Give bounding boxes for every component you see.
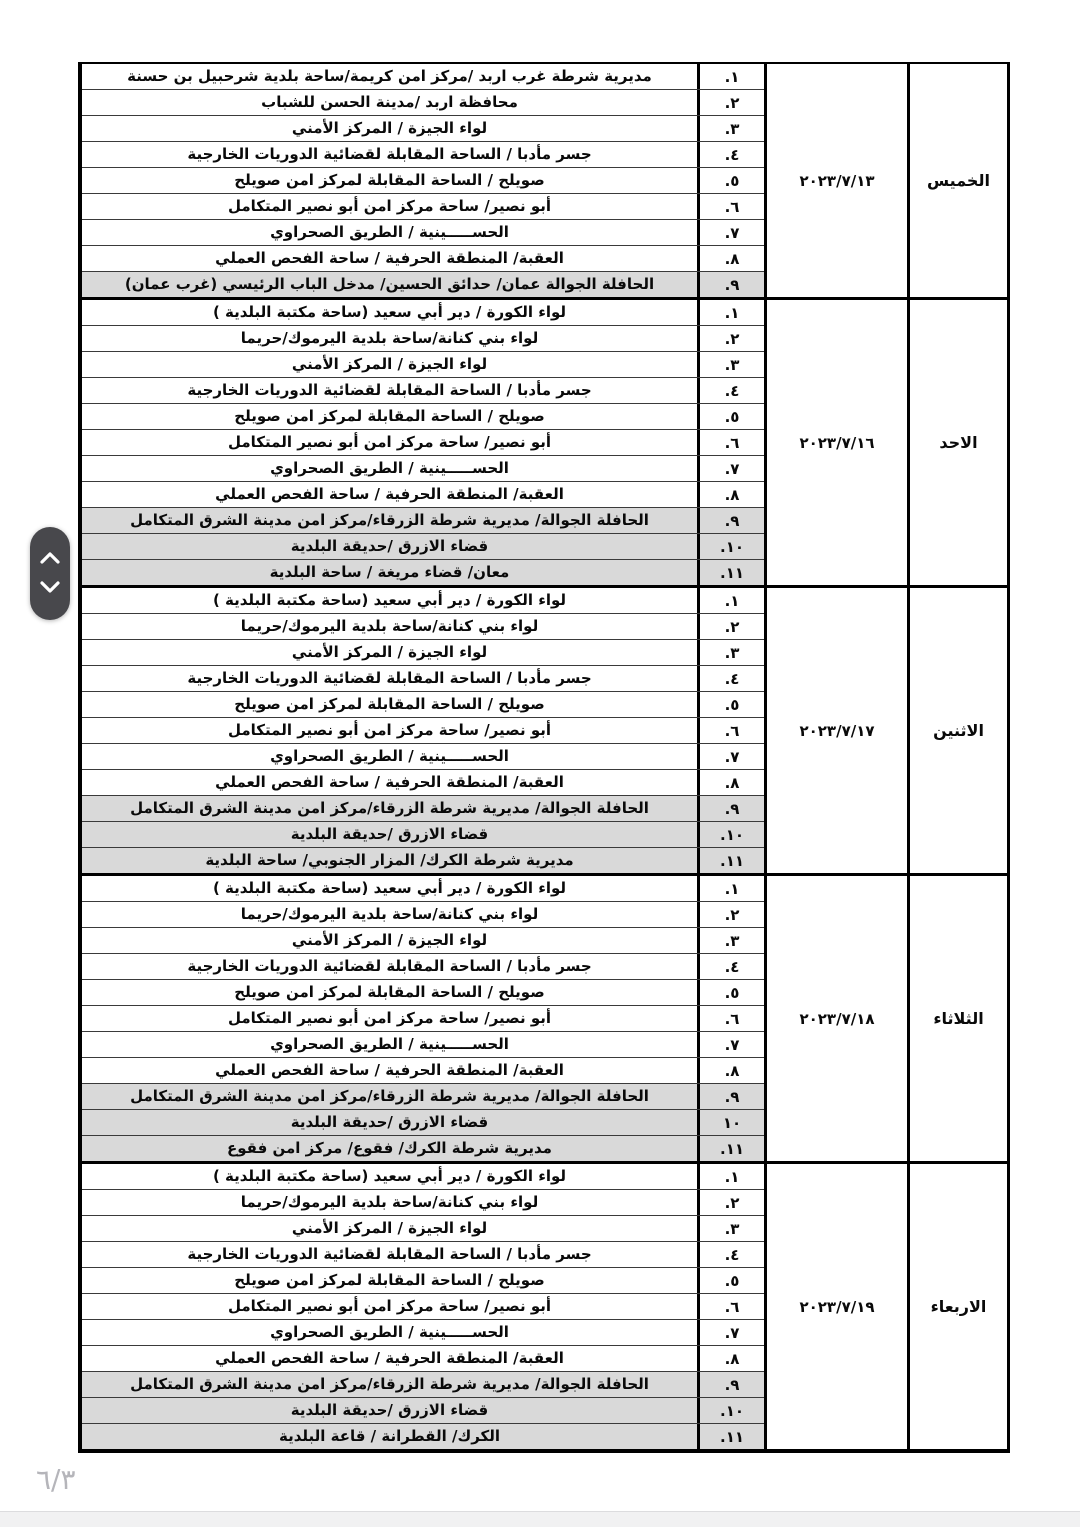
location-cell: الحافلة الجوالة/ مديرية شرطة الزرقاء/مركز امن مدينة الشرق المتكامل <box>130 799 649 818</box>
location-cell: جسر مأدبا / الساحة المقابلة لقضائية الدوريات الخارجية <box>187 669 592 688</box>
row-number: ٣. <box>697 1216 764 1241</box>
row-number: ٦. <box>697 1294 764 1319</box>
location-cell: العقبة/ المنطقة الحرفية / ساحة الفحص العملي <box>215 485 564 504</box>
location-cell: لواء الكورة / دير أبي سعيد (ساحة مكتبة البلدية ) <box>212 879 567 898</box>
table-row <box>82 1319 764 1345</box>
row-number: ١. <box>697 588 764 613</box>
chevron-down-icon <box>40 581 60 596</box>
scroll-navigator <box>30 527 70 620</box>
page-number-indicator: ٦/٣ <box>36 1463 76 1496</box>
table-row <box>82 403 764 429</box>
location-cell: جسر مأدبا / الساحة المقابلة لقضائية الدوريات الخارجية <box>187 381 592 400</box>
location-cell: لواء الكورة / دير أبي سعيد (ساحة مكتبة البلدية ) <box>212 303 567 322</box>
table-row <box>82 533 764 559</box>
location-cell: الحافلة الجوالة/ مديرية شرطة الزرقاء/مركز امن مدينة الشرق المتكامل <box>130 1087 649 1106</box>
location-cell: لواء الكورة / دير أبي سعيد (ساحة مكتبة البلدية ) <box>212 1167 567 1186</box>
location-cell: جسر مأدبا / الساحة المقابلة لقضائية الدوريات الخارجية <box>187 1245 592 1264</box>
location-cell: لواء الجيزة / المركز الأمني <box>291 1219 488 1238</box>
date-value: ٢٠٢٣/٧/١٣ <box>799 171 875 190</box>
row-number: ٢. <box>697 1190 764 1215</box>
table-row <box>82 245 764 271</box>
row-number: ٥. <box>697 692 764 717</box>
location-cell: الحافلة الجوالة/ مديرية شرطة الزرقاء/مركز امن مدينة الشرق المتكامل <box>130 511 649 530</box>
date-value: ٢٠٢٣/٧/١٩ <box>799 1297 875 1316</box>
row-number: ٧. <box>697 1320 764 1345</box>
table-row <box>82 743 764 769</box>
row-number: ٤. <box>697 1242 764 1267</box>
day-cell <box>907 64 1007 297</box>
locations-column <box>82 64 764 297</box>
row-number: ٣. <box>697 352 764 377</box>
table-row <box>82 1267 764 1293</box>
table-row <box>82 1423 764 1449</box>
row-number: ٢. <box>697 326 764 351</box>
location-cell: قضاء الازرق /حديقة البلدية <box>290 1113 489 1132</box>
location-cell: أبو نصير/ ساحة مركز امن أبو نصير المتكامل <box>228 433 551 452</box>
row-number: ٩. <box>697 796 764 821</box>
table-row <box>82 1057 764 1083</box>
location-cell: الحســـــينية / الطريق الصحراوي <box>270 1323 509 1342</box>
row-number: ٤. <box>697 954 764 979</box>
location-cell: العقبة/ المنطقة الحرفية / ساحة الفحص العملي <box>215 249 564 268</box>
table-row <box>82 1241 764 1267</box>
table-row <box>82 1293 764 1319</box>
table-row <box>82 639 764 665</box>
location-cell: لواء بني كنانة/ساحة بلدية اليرموك/حريما <box>240 329 539 348</box>
table-row <box>82 351 764 377</box>
row-number: ١٠. <box>697 822 764 847</box>
location-cell: قضاء الازرق /حديقة البلدية <box>290 537 489 556</box>
row-number: ٢. <box>697 90 764 115</box>
day-name: الخميس <box>927 171 990 190</box>
location-cell: أبو نصير/ ساحة مركز امن أبو نصير المتكامل <box>228 197 551 216</box>
location-cell: مديرية شرطة الكرك/ فقوع/ مركز امن فقوع <box>227 1139 552 1158</box>
row-number: ٦. <box>697 718 764 743</box>
location-cell: الحافلة الجوالة عمان/ حدائق الحسين/ مدخل الباب الرئيسي (غرب عمان) <box>124 275 655 294</box>
table-row <box>82 588 764 613</box>
row-number: ٥. <box>697 404 764 429</box>
location-cell: صويلح / الساحة المقابلة لمركز امن صويلح <box>234 407 545 426</box>
day-name: الثلاثاء <box>933 1009 984 1028</box>
row-number: ١٠ <box>697 1110 764 1135</box>
location-cell: الحســـــينية / الطريق الصحراوي <box>270 1035 509 1054</box>
locations-column <box>82 1164 764 1449</box>
location-cell: صويلح / الساحة المقابلة لمركز امن صويلح <box>234 695 545 714</box>
table-row <box>82 271 764 297</box>
schedule-day-block <box>82 585 1007 873</box>
chevron-up-icon <box>40 552 60 567</box>
row-number: ٨. <box>697 482 764 507</box>
location-cell: مديرية شرطة غرب اربد /مركز امن كريمة/ساحة بلدية شرحبيل بن حسنة <box>127 67 652 86</box>
location-cell: معان/ قضاء مريغة / ساحة البلدية <box>269 563 510 582</box>
table-row <box>82 89 764 115</box>
row-number: ١١. <box>697 560 764 585</box>
location-cell: صويلح / الساحة المقابلة لمركز امن صويلح <box>234 1271 545 1290</box>
locations-column <box>82 300 764 585</box>
location-cell: مديرية شرطة الكرك/ المزار الجنوبي/ ساحة البلدية <box>205 851 574 870</box>
row-number: ٥. <box>697 1268 764 1293</box>
row-number: ١. <box>697 1164 764 1189</box>
table-row <box>82 1083 764 1109</box>
row-number: ٩. <box>697 1372 764 1397</box>
location-cell: الكرك/ القطرانة / قاعة البلدية <box>279 1427 501 1446</box>
day-name: الاثنين <box>933 721 984 740</box>
scroll-up-button[interactable] <box>39 552 61 566</box>
table-row <box>82 795 764 821</box>
day-cell <box>907 300 1007 585</box>
location-cell: لواء بني كنانة/ساحة بلدية اليرموك/حريما <box>240 905 539 924</box>
row-number: ٧. <box>697 456 764 481</box>
table-row <box>82 1215 764 1241</box>
row-number: ٥. <box>697 980 764 1005</box>
row-number: ٣. <box>697 116 764 141</box>
day-cell <box>907 1164 1007 1449</box>
location-cell: أبو نصير/ ساحة مركز امن أبو نصير المتكامل <box>228 1297 551 1316</box>
location-cell: الحافلة الجوالة/ مديرية شرطة الزرقاء/مركز امن مدينة الشرق المتكامل <box>130 1375 649 1394</box>
location-cell: لواء الكورة / دير أبي سعيد (ساحة مكتبة البلدية ) <box>212 591 567 610</box>
location-cell: لواء الجيزة / المركز الأمني <box>291 355 488 374</box>
date-cell <box>764 300 907 585</box>
row-number: ٩. <box>697 272 764 297</box>
row-number: ٤. <box>697 666 764 691</box>
location-cell: العقبة/ المنطقة الحرفية / ساحة الفحص العملي <box>215 773 564 792</box>
schedule-day-block <box>82 873 1007 1161</box>
table-row <box>82 559 764 585</box>
date-cell <box>764 1164 907 1449</box>
location-cell: لواء بني كنانة/ساحة بلدية اليرموك/حريما <box>240 1193 539 1212</box>
table-row <box>82 1005 764 1031</box>
row-number: ٧. <box>697 220 764 245</box>
date-cell <box>764 64 907 297</box>
schedule-day-block <box>82 1161 1007 1449</box>
table-row <box>82 717 764 743</box>
row-number: ١. <box>697 300 764 325</box>
table-row <box>82 141 764 167</box>
date-value: ٢٠٢٣/٧/١٦ <box>799 433 875 452</box>
row-number: ٦. <box>697 1006 764 1031</box>
schedule-day-block <box>82 297 1007 585</box>
table-row <box>82 927 764 953</box>
location-cell: الحســـــينية / الطريق الصحراوي <box>270 223 509 242</box>
location-cell: الحســـــينية / الطريق الصحراوي <box>270 459 509 478</box>
location-cell: جسر مأدبا / الساحة المقابلة لقضائية الدوريات الخارجية <box>187 145 592 164</box>
date-value: ٢٠٢٣/٧/١٧ <box>799 721 875 740</box>
table-row <box>82 953 764 979</box>
table-row <box>82 455 764 481</box>
location-cell: جسر مأدبا / الساحة المقابلة لقضائية الدوريات الخارجية <box>187 957 592 976</box>
date-cell <box>764 588 907 873</box>
location-cell: العقبة/ المنطقة الحرفية / ساحة الفحص العملي <box>215 1349 564 1368</box>
location-cell: لواء الجيزة / المركز الأمني <box>291 643 488 662</box>
locations-column <box>82 588 764 873</box>
table-row <box>82 769 764 795</box>
date-value: ٢٠٢٣/٧/١٨ <box>799 1009 875 1028</box>
location-cell: أبو نصير/ ساحة مركز امن أبو نصير المتكامل <box>228 721 551 740</box>
table-row <box>82 1164 764 1189</box>
table-row <box>82 613 764 639</box>
scroll-down-button[interactable] <box>39 581 61 595</box>
location-cell: صويلح / الساحة المقابلة لمركز امن صويلح <box>234 983 545 1002</box>
location-cell: لواء الجيزة / المركز الأمني <box>291 119 488 138</box>
location-cell: قضاء الازرق /حديقة البلدية <box>290 825 489 844</box>
table-row <box>82 876 764 901</box>
table-row <box>82 64 764 89</box>
locations-column <box>82 876 764 1161</box>
row-number: ٧. <box>697 1032 764 1057</box>
row-number: ١١. <box>697 1136 764 1161</box>
row-number: ٩. <box>697 508 764 533</box>
row-number: ٥. <box>697 168 764 193</box>
row-number: ٤. <box>697 142 764 167</box>
location-cell: لواء الجيزة / المركز الأمني <box>291 931 488 950</box>
location-cell: صويلح / الساحة المقابلة لمركز امن صويلح <box>234 171 545 190</box>
schedule-day-block <box>82 64 1007 297</box>
day-name: الاحد <box>939 433 978 452</box>
row-number: ١. <box>697 64 764 89</box>
row-number: ١٠. <box>697 1398 764 1423</box>
table-row <box>82 1371 764 1397</box>
table-row <box>82 481 764 507</box>
row-number: ٩. <box>697 1084 764 1109</box>
row-number: ٨. <box>697 1346 764 1371</box>
row-number: ٢. <box>697 614 764 639</box>
table-row <box>82 377 764 403</box>
location-cell: العقبة/ المنطقة الحرفية / ساحة الفحص العملي <box>215 1061 564 1080</box>
day-cell <box>907 588 1007 873</box>
row-number: ٨. <box>697 246 764 271</box>
row-number: ١. <box>697 876 764 901</box>
row-number: ١١. <box>697 1424 764 1449</box>
bottom-bar <box>0 1511 1080 1527</box>
row-number: ٣. <box>697 928 764 953</box>
schedule-table <box>78 62 1010 1453</box>
table-row <box>82 219 764 245</box>
row-number: ٦. <box>697 430 764 455</box>
row-number: ١١. <box>697 848 764 873</box>
table-row <box>82 429 764 455</box>
table-row <box>82 325 764 351</box>
table-row <box>82 691 764 717</box>
location-cell: قضاء الازرق /حديقة البلدية <box>290 1401 489 1420</box>
row-number: ١٠. <box>697 534 764 559</box>
location-cell: أبو نصير/ ساحة مركز امن أبو نصير المتكامل <box>228 1009 551 1028</box>
row-number: ٦. <box>697 194 764 219</box>
day-cell <box>907 876 1007 1161</box>
table-row <box>82 1109 764 1135</box>
table-row <box>82 821 764 847</box>
row-number: ٨. <box>697 1058 764 1083</box>
table-row <box>82 665 764 691</box>
location-cell: محافظة اربد /مدينة الحسن للشباب <box>261 93 518 112</box>
location-cell: لواء بني كنانة/ساحة بلدية اليرموك/حريما <box>240 617 539 636</box>
table-row <box>82 1189 764 1215</box>
row-number: ٨. <box>697 770 764 795</box>
table-row <box>82 847 764 873</box>
table-row <box>82 507 764 533</box>
location-cell: الحســـــينية / الطريق الصحراوي <box>270 747 509 766</box>
row-number: ٣. <box>697 640 764 665</box>
row-number: ٤. <box>697 378 764 403</box>
day-name: الاربعاء <box>930 1297 987 1316</box>
table-row <box>82 1397 764 1423</box>
table-row <box>82 115 764 141</box>
row-number: ٢. <box>697 902 764 927</box>
table-row <box>82 167 764 193</box>
table-row <box>82 300 764 325</box>
table-row <box>82 901 764 927</box>
row-number: ٧. <box>697 744 764 769</box>
table-row <box>82 979 764 1005</box>
table-row <box>82 1031 764 1057</box>
date-cell <box>764 876 907 1161</box>
table-row <box>82 1345 764 1371</box>
table-row <box>82 193 764 219</box>
table-row <box>82 1135 764 1161</box>
